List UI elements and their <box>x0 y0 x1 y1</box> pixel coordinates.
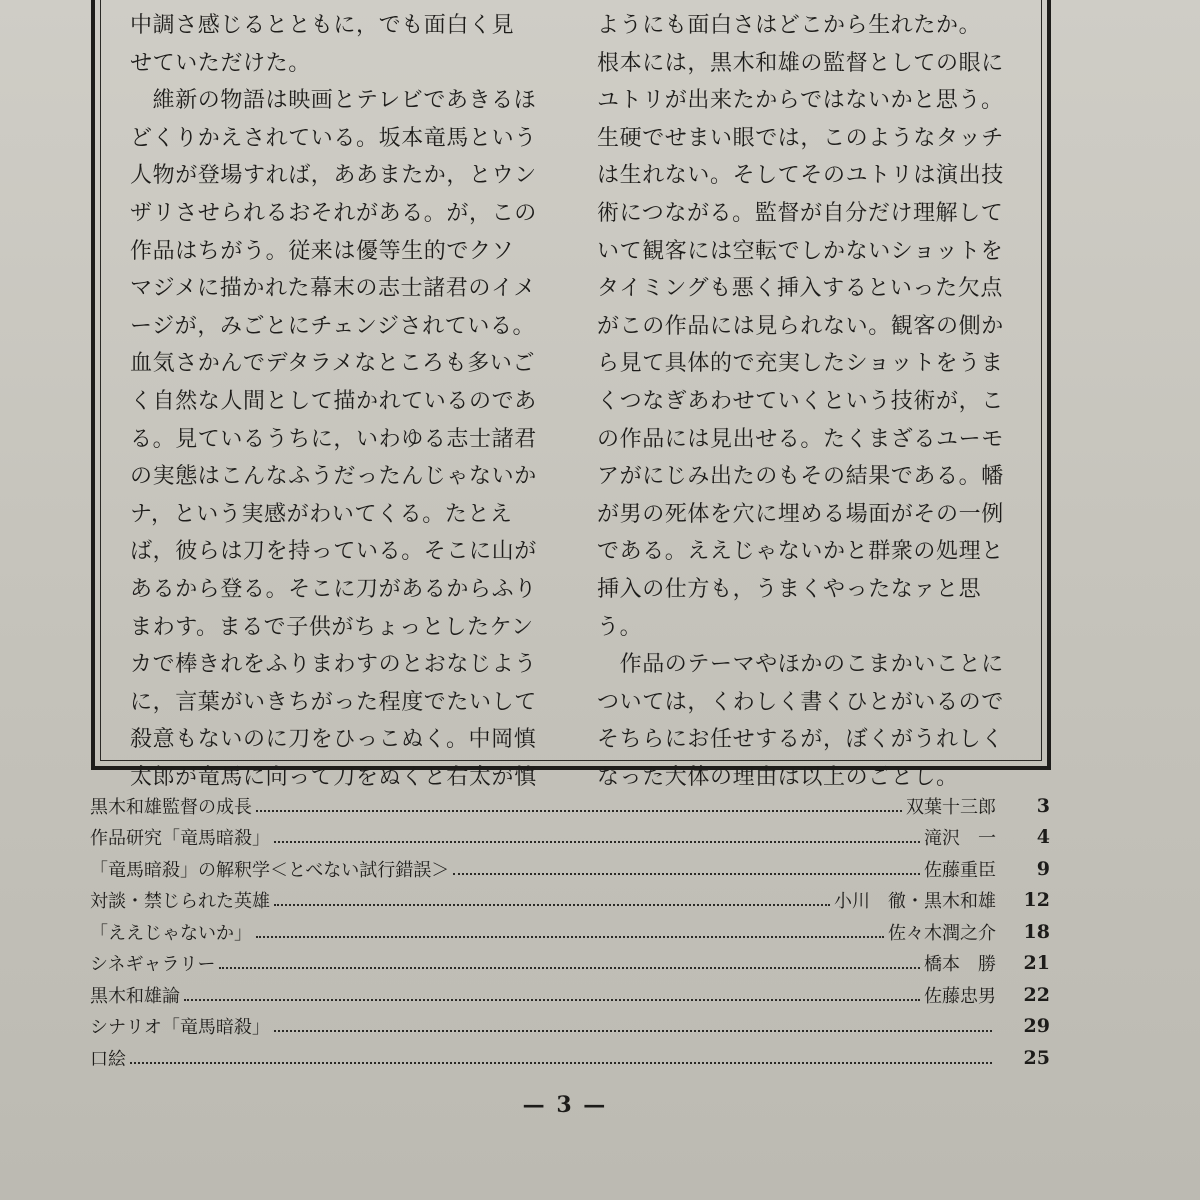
toc-author: 佐藤忠男 <box>924 985 996 1007</box>
toc-author: 佐藤重臣 <box>924 859 996 881</box>
text-line: である。ええじゃないかと群衆の処理と <box>597 539 1004 565</box>
text-line: 太郎が竜馬に向って刀をぬくと右太が慎 <box>130 764 537 790</box>
toc-leader-dots <box>184 997 920 1001</box>
toc-entry <box>90 916 1050 948</box>
table-of-contents <box>90 790 1050 1074</box>
text-line: いて観客には空転でしかないショットを <box>597 238 1004 264</box>
toc-page-number: 3 <box>1036 794 1050 817</box>
toc-page-number: 29 <box>1023 1015 1050 1038</box>
toc-page-number: 12 <box>1023 889 1050 912</box>
text-line: が男の死体を穴に埋める場面がその一例 <box>597 501 1004 527</box>
text-line: せていただけた。 <box>130 50 311 76</box>
toc-entry <box>90 1042 1050 1074</box>
text-line: なった大体の理由は以上のごとし。 <box>597 764 959 790</box>
page-number: — 3 — <box>522 1092 608 1118</box>
text-line: う。 <box>597 614 643 640</box>
toc-leader-dots <box>256 808 902 812</box>
text-line: 生硬でせまい眼では，このようなタッチ <box>597 125 1004 151</box>
text-line: あるから登る。そこに刀があるからふり <box>130 576 537 602</box>
toc-page-number: 25 <box>1023 1046 1050 1069</box>
text-line: ージが，みごとにチェンジされている。 <box>130 313 536 339</box>
text-line: 作品のテーマやほかのこまかいことに <box>597 652 1004 678</box>
text-line: ば，彼らは刀を持っている。そこに山が <box>130 539 537 565</box>
text-line: 根本には，黒木和雄の監督としての眼に <box>597 50 1004 76</box>
toc-leader-dots <box>274 839 920 843</box>
text-line: くつなぎあわせていくという技術が，こ <box>597 388 1004 414</box>
toc-author: 双葉十三郎 <box>906 796 996 818</box>
toc-page-number: 18 <box>1023 920 1050 943</box>
toc-page-number: 9 <box>1036 857 1050 880</box>
toc-entry <box>90 979 1050 1011</box>
article-left-column <box>130 7 580 796</box>
text-line: ユトリが出来たからではないかと思う。 <box>597 88 1004 114</box>
toc-title: 黒木和雄監督の成長 <box>90 796 252 818</box>
toc-title: 「ええじゃないか」 <box>90 922 252 944</box>
toc-title: シナリオ「竜馬暗殺」 <box>90 1017 270 1039</box>
toc-leader-dots <box>219 965 920 969</box>
toc-page-number: 22 <box>1023 983 1050 1006</box>
toc-title: 作品研究「竜馬暗殺」 <box>90 828 270 850</box>
text-line: タイミングも悪く挿入するといった欠点 <box>597 276 1003 302</box>
toc-page-number: 4 <box>1036 826 1050 849</box>
text-line: 血気さかんでデタラメなところも多いご <box>130 351 536 377</box>
toc-entry <box>90 1011 1050 1043</box>
toc-author: 滝沢 一 <box>924 828 996 850</box>
text-line: の作品には見出せる。たくまざるユーモ <box>597 426 1004 452</box>
text-line: 人物が登場すれば，ああまたか，とウン <box>130 163 537 189</box>
toc-author: 小川 徹・黒木和雄 <box>834 891 996 913</box>
text-line: く自然な人間として描かれているのであ <box>130 388 537 414</box>
toc-entry <box>90 790 1050 822</box>
text-line: まわす。まるで子供がちょっとしたケン <box>130 614 534 640</box>
text-line: どくりかえされている。坂本竜馬という <box>130 125 537 151</box>
toc-title: 黒木和雄論 <box>90 985 180 1007</box>
toc-leader-dots <box>274 902 830 906</box>
text-line: 中調さ感じるとともに，でも面白く見 <box>130 13 515 38</box>
text-line: の実態はこんなふうだったんじゃないか <box>130 464 537 490</box>
text-line: る。見ているうちに，いわゆる志士諸君 <box>130 426 537 452</box>
toc-leader-dots <box>130 1060 992 1064</box>
toc-title: 「竜馬暗殺」の解釈学＜とべない試行錯誤＞ <box>90 859 450 881</box>
text-line: に，言葉がいきちがった程度でたいして <box>130 689 537 715</box>
toc-author: 橋本 勝 <box>924 954 996 976</box>
text-line: 維新の物語は映画とテレビであきるほ <box>130 88 537 114</box>
toc-page-number: 21 <box>1023 952 1050 975</box>
text-line: アがにじみ出たのもその結果である。幡 <box>597 464 1004 490</box>
toc-entry <box>90 885 1050 917</box>
toc-leader-dots <box>453 871 920 875</box>
text-line: マジメに描かれた幕末の志士諸君のイメ <box>130 276 536 302</box>
toc-title: シネギャラリー <box>90 954 216 976</box>
toc-entry <box>90 853 1050 885</box>
toc-leader-dots <box>274 1028 992 1032</box>
toc-title: 対談・禁じられた英雄 <box>90 891 270 913</box>
toc-entry <box>90 822 1050 854</box>
text-line: は生れない。そしてそのユトリは演出技 <box>597 163 1004 189</box>
toc-author: 佐々木潤之介 <box>888 922 996 944</box>
text-line: そちらにお任せするが，ぼくがうれしく <box>597 727 1004 753</box>
text-line: 殺意もないのに刀をひっこぬく。中岡慎 <box>130 727 537 753</box>
text-line: ついては，くわしく書くひとがいるので <box>597 689 1004 715</box>
text-line: ナ，という実感がわいてくる。たとえ <box>130 501 513 527</box>
text-line: ら見て具体的で充実したショットをうま <box>597 351 1004 377</box>
text-line: 作品はちがう。従来は優等生的でクソ <box>130 238 515 264</box>
toc-title: 口絵 <box>90 1048 126 1070</box>
text-line: カで棒きれをふりまわすのとおなじよう <box>130 652 537 678</box>
article-right-column <box>597 7 1047 796</box>
text-line: がこの作品には見られない。観客の側か <box>597 313 1004 339</box>
text-line: ようにも面白さはどこから生れたか。 <box>597 13 982 38</box>
text-line: ザリさせられるおそれがある。が，この <box>130 200 537 226</box>
text-line: 挿入の仕方も，うまくやったなァと思 <box>597 576 982 602</box>
text-line: 術につながる。監督が自分だけ理解して <box>597 200 1004 226</box>
toc-entry <box>90 948 1050 980</box>
toc-leader-dots <box>256 934 884 938</box>
